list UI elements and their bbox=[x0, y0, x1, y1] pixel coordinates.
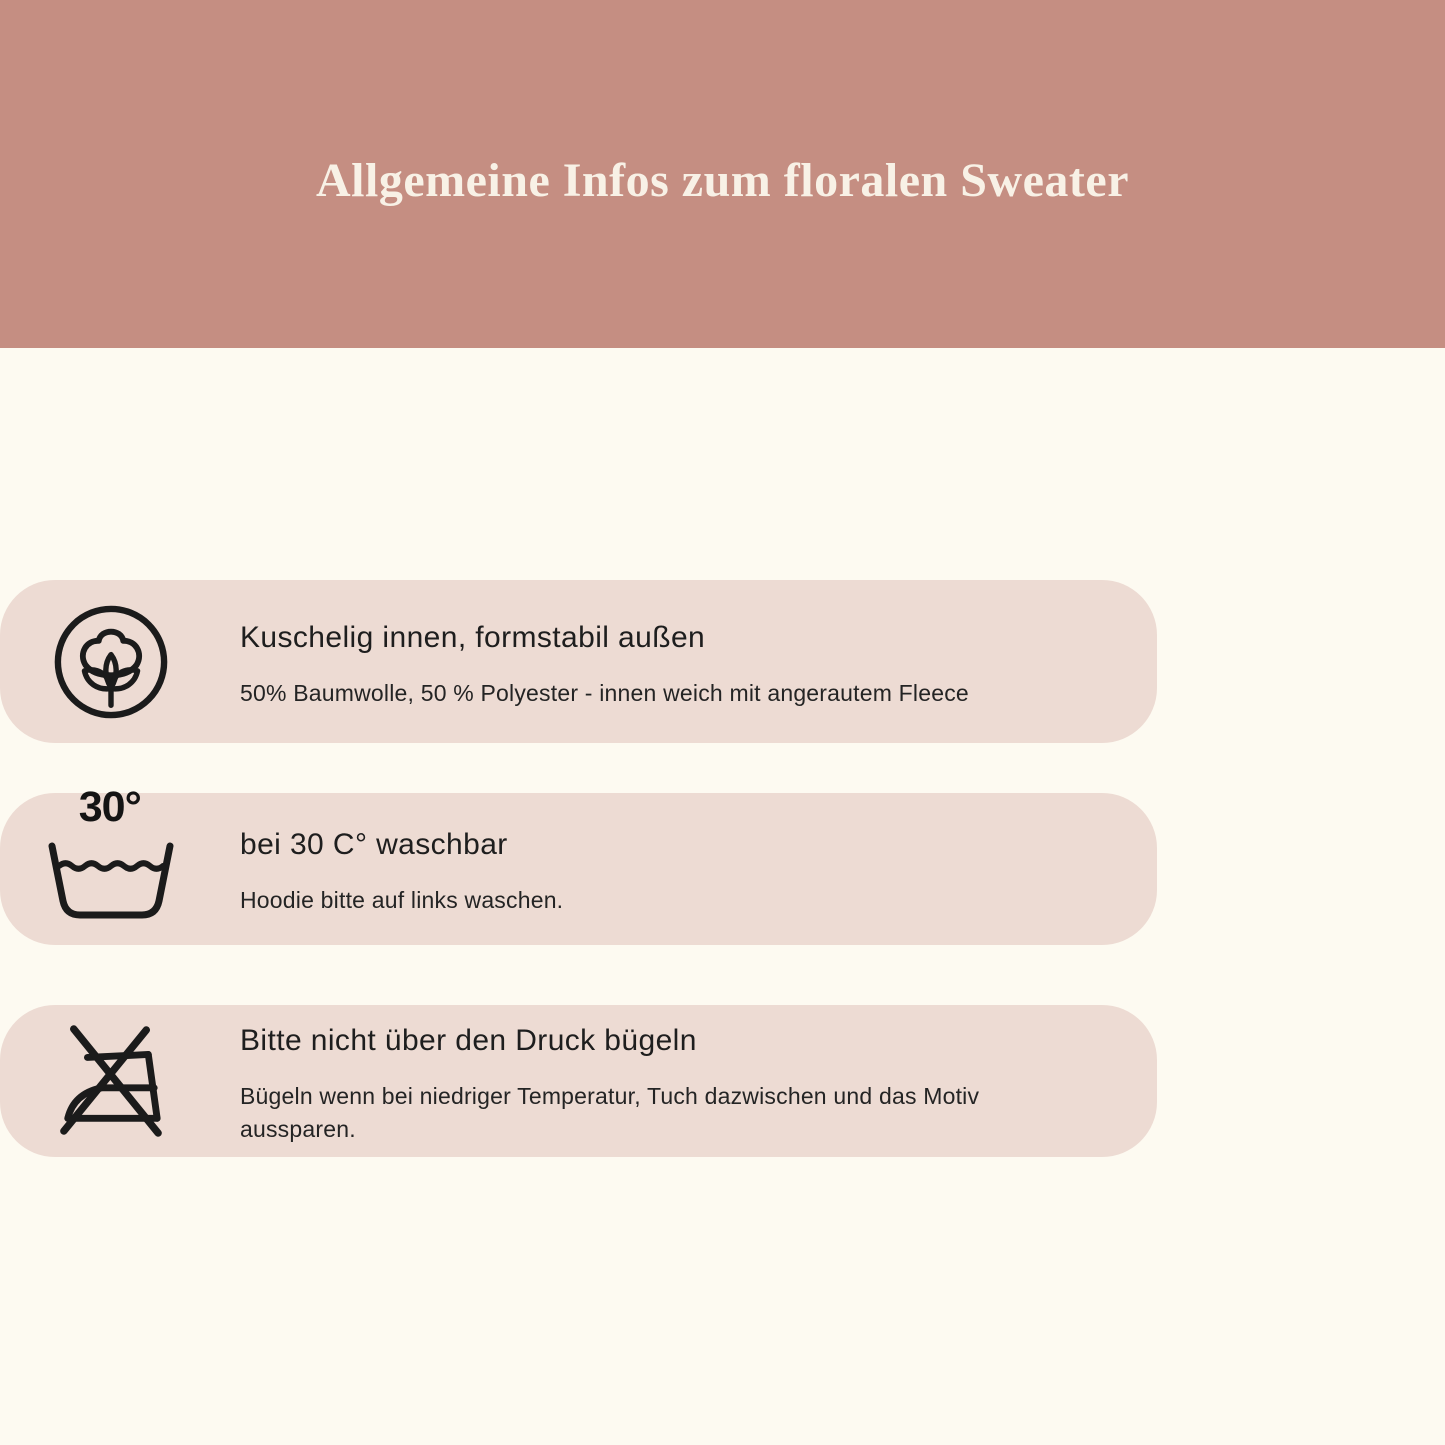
header-band bbox=[0, 0, 1445, 348]
card-description: Bügeln wenn bei niedriger Temperatur, Tuch dazwischen und das Motiv aussparen. bbox=[240, 1082, 980, 1142]
card-title: Kuschelig innen, formstabil außen bbox=[240, 620, 706, 654]
cotton-icon bbox=[0, 603, 222, 721]
washing-info-text bbox=[222, 820, 1152, 917]
material-info-card bbox=[0, 580, 1157, 743]
material-info-text bbox=[222, 613, 1152, 710]
page-title: Allgemeine Infos zum floralen Sweater bbox=[315, 153, 1129, 207]
ironing-info-card bbox=[0, 1005, 1157, 1157]
wash-30-degrees-icon bbox=[0, 783, 222, 921]
wash-temperature-label: 30° bbox=[78, 783, 141, 831]
card-title: bei 30 C° waschbar bbox=[240, 828, 508, 862]
ironing-info-text bbox=[222, 1016, 1152, 1147]
washing-info-card bbox=[0, 783, 1157, 945]
card-description: Hoodie bitte auf links waschen. bbox=[240, 887, 564, 914]
card-title: Bitte nicht über den Druck bügeln bbox=[240, 1023, 697, 1057]
do-not-iron-icon bbox=[0, 1023, 222, 1139]
card-description: 50% Baumwolle, 50 % Polyester - innen weich mit angerautem Fleece bbox=[240, 679, 969, 706]
